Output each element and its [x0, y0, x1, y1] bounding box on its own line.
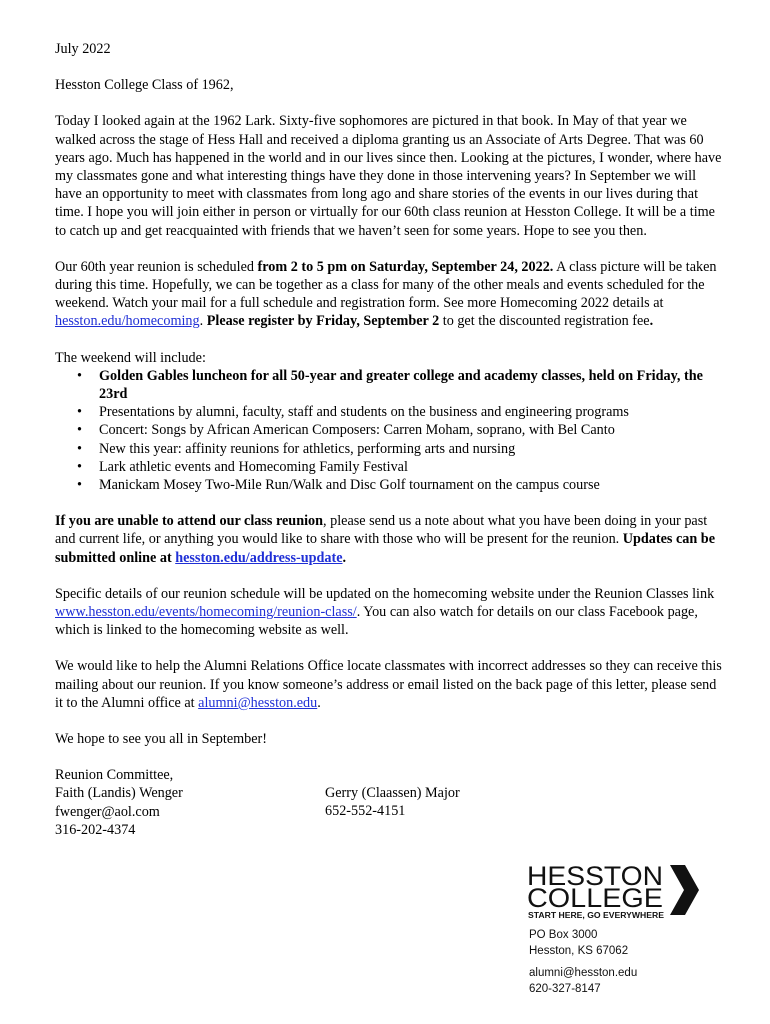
letter-body: [55, 40, 725, 846]
text-run: .: [317, 694, 321, 711]
paragraph-details: [55, 585, 725, 640]
signer-email: fwenger@aol.com: [55, 803, 160, 820]
text-run: .: [199, 313, 207, 330]
list-item-text: Golden Gables luncheon for all 50-year and greater college and academy classes, held on Friday, the 23rd: [99, 367, 703, 403]
address-po-box: PO Box 3000: [529, 929, 598, 941]
paragraph-updates: [55, 512, 725, 567]
address-update-link[interactable]: hesston.edu/address-update: [175, 549, 343, 566]
list-item: • New this year: affinity reunions for athletics, performing arts and nursing: [99, 440, 725, 458]
homecoming-link[interactable]: hesston.edu/homecoming: [55, 313, 200, 330]
closing-line: We hope to see you all in September!: [55, 731, 268, 748]
list-item: • Manickam Mosey Two-Mile Run/Walk and Disc Golf tournament on the campus course: [99, 476, 725, 494]
text-run: A class picture will be taken during this time. Hopefully, we can be together as a class for many of the other meals and events scheduled for the weekend. Watch your mail for a full schedule and registration form. See more Homecoming 2022 details at: [55, 258, 717, 312]
signer-name: Gerry (Claassen) Major: [325, 785, 460, 802]
address-phone: 620-327-8147: [529, 982, 601, 995]
logo-tagline: START HERE, GO EVERYWHERE: [528, 911, 665, 920]
alumni-email-link[interactable]: alumni@hesston.edu: [198, 694, 318, 711]
text-run: , please send us a note about what you have been doing in your past and current life, or anything you would like to share with those who will be present for the reunion.: [55, 513, 708, 548]
weekend-list: [55, 367, 725, 494]
weekend-intro: The weekend will include:: [55, 349, 206, 366]
signature-left: [55, 766, 315, 839]
list-item: • Lark athletic events and Homecoming Family Festival: [99, 458, 725, 476]
letter-salutation: Hesston College Class of 1962,: [55, 77, 234, 94]
committee-label: Reunion Committee,: [55, 767, 174, 784]
logo-graphic: [527, 862, 707, 922]
text-run: to get the discounted registration fee: [439, 313, 650, 330]
bold-run: from 2 to 5 pm on Saturday, September 24, 2022.: [257, 258, 554, 275]
reunion-class-link[interactable]: www.hesston.edu/events/homecoming/reunion-class/: [55, 604, 357, 621]
bold-run: Updates can be submitted online at: [55, 531, 715, 566]
address-email: alumni@hesston.edu: [529, 967, 638, 979]
bold-run: If you are unable to attend our class reunion: [55, 513, 324, 530]
text-run: Specific details of our reunion schedule will be updated on the homecoming website under the Reunion Classes link: [55, 585, 715, 602]
text-run: We would like to help the Alumni Relations Office locate classmates with incorrect addresses so they can receive this mailing about our reunion. If you know someone’s address or email listed on the back page of this letter, please send it to the Alumni office at: [55, 658, 722, 711]
list-item: [99, 367, 725, 403]
text-run: . You can also watch for details on our class Facebook page, which is linked to the homecoming website as well.: [55, 604, 698, 639]
signer-phone: 316-202-4374: [55, 821, 136, 838]
list-item: • Concert: Songs by African American Composers: Carren Moham, soprano, with Bel Canto: [99, 421, 725, 439]
letter-date: July 2022: [55, 41, 111, 57]
address-city: Hesston, KS 67062: [529, 944, 629, 957]
signature-right: [325, 784, 585, 820]
paragraph-intro: Today I looked again at the 1962 Lark. Sixty-five sophomores are pictured in that book. In May of that year we walked across the stage of Hess Hall and received a diploma granting us an Associate of Arts Degree. That was 60 years ago. Much has happened in the world and in our lives since then. Looking at the pictures, I wonder, where have my classmates gone and what interesting things have they done in those intervening years? In September we will have an opportunity to meet with classmates from long ago and share stories of the events in our lives during that time. I hope you will join either in person or virtually for our 60th class reunion at Hesston College. It will be a time to catch up and get reacquainted with friends that we haven’t seen for some years. Hope to see you then.: [55, 113, 722, 239]
signer-name: Faith (Landis) Wenger: [55, 785, 183, 802]
signer-phone: 652-552-4151: [325, 803, 406, 820]
bold-run: Please register by Friday, September 2: [206, 313, 440, 330]
list-item: • Presentations by alumni, faculty, staff and students on the business and engineering programs: [99, 403, 725, 421]
paragraph-schedule: [55, 258, 725, 331]
hesston-college-logo: [527, 862, 707, 922]
bold-run: .: [342, 549, 347, 566]
bold-run: .: [649, 313, 654, 330]
address-spacer: [529, 959, 719, 966]
chevron-right-icon: [670, 865, 699, 915]
logo-line-1: HESSTON: [527, 862, 663, 891]
text-run: Our 60th year reunion is scheduled: [55, 258, 258, 275]
logo-line-2: COLLEGE: [527, 883, 663, 913]
paragraph-addresses: [55, 657, 725, 712]
signature-block: [55, 766, 725, 846]
college-address: [529, 928, 719, 997]
